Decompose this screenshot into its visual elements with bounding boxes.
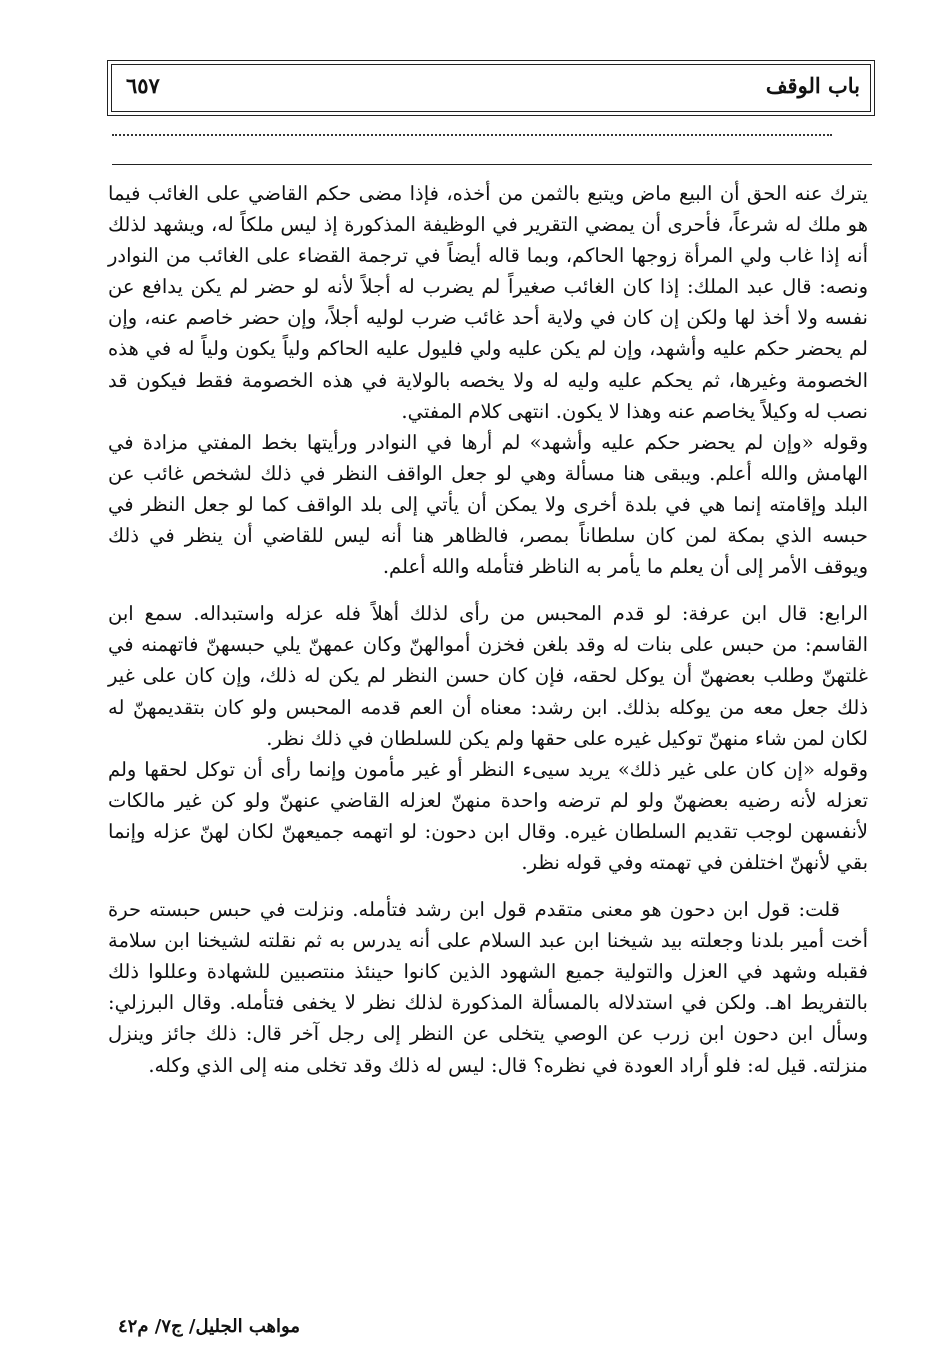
running-title: باب الوقف [765, 73, 860, 98]
page-number: ٦٥٧ [126, 73, 160, 98]
paragraph: يترك عنه الحق أن البيع ماض ويتبع بالثمن من أخذه، فإذا مضى حكم القاضي على الغائب فيما هو ملك له شرعاً، فأحرى أن يمضي التقرير في الوظيفة المذكورة إذ ليس ملكاً له، ويشهد لذلك أنه إذا غاب ولي المرأة زوجها الحاكم، وبما قاله أيضاً في ترجمة القضاء على الغائب من النوادر ونصه: قال عبد الملك: إذا كان الغائب صغيراً لم يضرب له أجلاً لأنه لو حضر لم يكن يدافع عن نفسه ولا أخذ لها ولكن إن كان في ولاية أحد غائب ضرب لوليه أجلاً، وإن حضر خاصم عنه، وإن لم يحضر حكم عليه وأشهد، وإن لم يكن عليه ولي فليول عليه الحاكم ولياً يكون ولياً له في هذه الخصومة وغيرها، ثم يحكم عليه وليه له ولا يخصه بالولاية في هذه الخصومة فقط فيكون قد نصب له وكيلاً يخاصم عنه وهذا لا يكون. انتهى كلام المفتي. [108, 182, 868, 423]
paragraph: الرابع: قال ابن عرفة: لو قدم المحبس من رأى لذلك أهلاً فله عزله واستبداله. سمع ابن القاسم: من حبس على بنات له وقد بلغن فخزن أموالهنّ وكان عمهنّ يلي حبسهنّ فاتهمنه في غلتهنّ وطلب بعضهنّ أن يوكل لحقه، فإن كان حسن النظر لم يكن له ذلك، وإن كان على غير ذلك جعل معه من يوكله بذلك. ابن رشد: معناه أن العم قدمه المحبس ولو كان بتقديمهنّ له لكان لمن شاء منهنّ توكيل غيره على حقها ولم يكن للسلطان في ذلك نظر. [108, 602, 868, 750]
header-rule [112, 164, 872, 165]
main-text [108, 178, 868, 1081]
footer-signature: مواهب الجليل/ ج٧/ م٤٢ [118, 1316, 300, 1337]
paragraph: وقوله «إن كان على غير ذلك» يريد سيىء النظر أو غير مأمون وإنما رأى أن توكل لحقها ولم تعزله لأنه رضيه بعضهنّ ولو لم ترضه واحدة منهنّ لعزله القاضي عنهنّ ولو كن غير مالكات لأنفسهن لوجب تقديم السلطان غيره. وقال ابن دحون: لو اتهمه جميعهنّ لكان لهنّ عزله وإنما بقي لأنهنّ اختلفن في تهمته وفي قوله نظر. [108, 757, 868, 874]
running-header [107, 60, 875, 116]
dotted-divider [112, 134, 832, 136]
paragraph: قلت: قول ابن دحون هو معنى متقدم قول ابن رشد فتأمله. ونزلت في حبس حبسته حرة أخت أمير بلدنا وجعلته بيد شيخنا ابن عبد السلام على أنه يدرس به ثم نقلته لشيخنا ابن سلامة فقبله وشهد في العزل والتولية جميع الشهود الذين كانوا حينئذ منتصبين للشهادة وعللوا ذلك بالتفريط اهـ. ولكن في استدلاله بالمسألة المذكورة لذلك نظر لا يخفى فتأمله. وقال البرزلي: وسأل ابن دحون ابن زرب عن الوصي يتخلى عن النظر إلى رجل آخر قال: ذلك جائز وينزل منزلته. قيل له: فلو أراد العودة في نظره؟ قال: ليس له ذلك وقد تخلى منه إلى الذي وكله. [108, 898, 868, 1077]
paragraph: وقوله «وإن لم يحضر حكم عليه وأشهد» لم أرها في النوادر ورأيتها بخط المفتي مزادة في الهامش والله أعلم. ويبقى هنا مسألة وهي لو جعل الواقف النظر في ذلك لشخص غائب عن البلد وإقامته إنما هي في بلدة أخرى ولا يمكن أن يأتي إلى بلد الواقف كما لو جعل النظر في حبسه الذي بمكة لمن كان سلطاناً بمصر، فالظاهر هنا أنه ليس للقاضي أن ينظر في ذلك ويوقف الأمر إلى أن يعلم ما يأمر به الناظر فتأمله والله أعلم. [108, 430, 868, 579]
